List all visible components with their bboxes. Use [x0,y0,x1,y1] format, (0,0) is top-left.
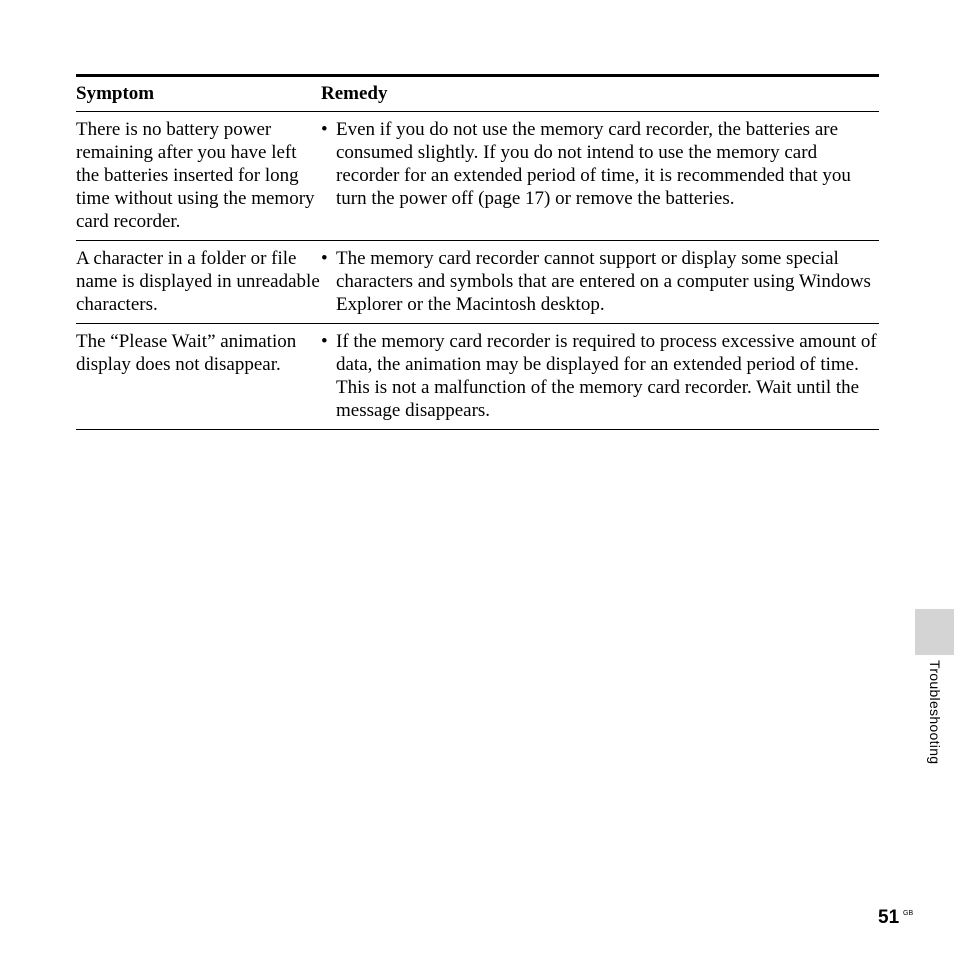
section-label: Troubleshooting [927,660,943,765]
remedy-bullet-item [321,330,879,422]
remedy-text: The memory card recorder cannot support or display some special characters and symbols that are entered on a computer using Windows Explorer or the Macintosh desktop. [336,248,871,315]
remedy-cell [321,330,879,422]
page-region-suffix: GB [903,910,914,917]
remedy-text: If the memory card recorder is required to process excessive amount of data, the animation may be displayed for an extended period of time. This is not a malfunction of the memory card recorder. Wait until the message disappears. [336,331,877,421]
table-row [76,241,879,324]
bullet-marker: • [321,248,328,269]
bullet-marker: • [321,331,328,352]
remedy-column-header: Remedy [321,83,388,104]
troubleshooting-table [76,74,879,430]
remedy-bullet-item [321,118,879,210]
symptom-column-header: Symptom [76,83,155,104]
table-row [76,112,879,241]
symptom-cell: The “Please Wait” animation display does not disappear. [76,331,297,375]
table-header-row [76,77,879,112]
bullet-marker: • [321,119,328,140]
symptom-cell: There is no battery power remaining after you have left the batteries inserted for long time without using the memory card recorder. [76,119,315,232]
section-tab-marker [915,609,954,655]
table-row [76,324,879,430]
remedy-bullet-item [321,247,879,316]
remedy-text: Even if you do not use the memory card recorder, the batteries are consumed slightly. If you do not intend to use the memory card recorder for an extended period of time, it is recommended that you turn the power off (page 17) or remove the batteries. [336,119,851,209]
remedy-cell [321,118,879,233]
remedy-cell [321,247,879,316]
symptom-cell: A character in a folder or file name is displayed in unreadable characters. [76,248,320,315]
page-number: 51 [878,907,900,928]
